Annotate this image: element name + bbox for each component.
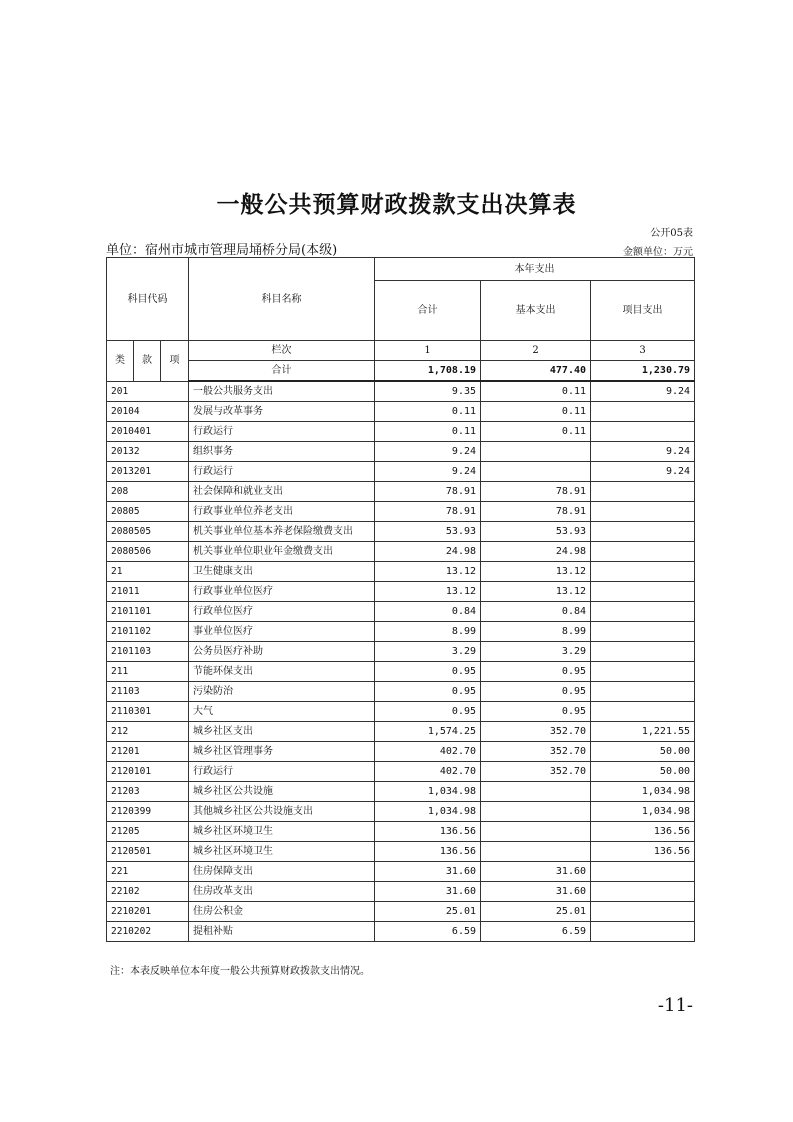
- row-project: [591, 662, 695, 682]
- table-row: [107, 762, 695, 782]
- table-row: [107, 602, 695, 622]
- amount-unit: 金额单位：万元: [623, 247, 693, 258]
- row-code: 21103: [107, 682, 189, 702]
- page-title: 一般公共预算财政拨款支出决算表: [216, 191, 577, 218]
- header-class: 类: [107, 341, 134, 382]
- header-column-no: 栏次: [189, 341, 375, 361]
- row-project: [591, 542, 695, 562]
- row-name: 事业单位医疗: [189, 622, 375, 642]
- row-total: 78.91: [375, 502, 481, 522]
- sum-project: 1,230.79: [591, 361, 695, 382]
- row-basic: [481, 462, 591, 482]
- row-total: 0.95: [375, 702, 481, 722]
- row-name: 行政运行: [189, 762, 375, 782]
- row-code: 208: [107, 482, 189, 502]
- row-code: 221: [107, 862, 189, 882]
- row-code: 21205: [107, 822, 189, 842]
- table-row: [107, 462, 695, 482]
- row-project: 136.56: [591, 842, 695, 862]
- row-project: [591, 602, 695, 622]
- row-basic: 13.12: [481, 562, 591, 582]
- row-basic: 24.98: [481, 542, 591, 562]
- row-total: 9.24: [375, 442, 481, 462]
- table-row: [107, 622, 695, 642]
- row-project: [591, 402, 695, 422]
- row-code: 2120501: [107, 842, 189, 862]
- table-row: [107, 381, 695, 402]
- row-code: 201: [107, 381, 189, 402]
- page-number: -11-: [657, 995, 693, 1016]
- sum-label: 合计: [189, 361, 375, 382]
- row-project: 50.00: [591, 742, 695, 762]
- row-project: [591, 862, 695, 882]
- table-row: [107, 722, 695, 742]
- row-basic: 352.70: [481, 742, 591, 762]
- form-number: 公开05表: [650, 228, 693, 239]
- row-code: 2110301: [107, 702, 189, 722]
- row-basic: 0.11: [481, 422, 591, 442]
- row-total: 78.91: [375, 482, 481, 502]
- table-row: [107, 882, 695, 902]
- row-total: 25.01: [375, 902, 481, 922]
- header-code: 科目代码: [107, 258, 189, 341]
- row-total: 13.12: [375, 562, 481, 582]
- table-row: [107, 822, 695, 842]
- row-project: [591, 642, 695, 662]
- row-project: [591, 902, 695, 922]
- row-project: [591, 422, 695, 442]
- row-code: 21201: [107, 742, 189, 762]
- row-basic: 3.29: [481, 642, 591, 662]
- row-code: 21011: [107, 582, 189, 602]
- row-project: 136.56: [591, 822, 695, 842]
- row-total: 1,034.98: [375, 782, 481, 802]
- row-total: 3.29: [375, 642, 481, 662]
- row-code: 2120399: [107, 802, 189, 822]
- row-total: 53.93: [375, 522, 481, 542]
- sum-basic: 477.40: [481, 361, 591, 382]
- row-name: 行政单位医疗: [189, 602, 375, 622]
- row-project: 1,034.98: [591, 802, 695, 822]
- row-total: 1,574.25: [375, 722, 481, 742]
- row-total: 0.11: [375, 402, 481, 422]
- row-total: 6.59: [375, 922, 481, 942]
- row-name: 行政运行: [189, 462, 375, 482]
- row-code: 20132: [107, 442, 189, 462]
- row-basic: [481, 802, 591, 822]
- sum-total: 1,708.19: [375, 361, 481, 382]
- header-section: 款: [134, 341, 161, 382]
- row-name: 城乡社区管理事务: [189, 742, 375, 762]
- row-basic: [481, 782, 591, 802]
- row-project: [591, 522, 695, 542]
- row-name: 发展与改革事务: [189, 402, 375, 422]
- row-name: 住房改革支出: [189, 882, 375, 902]
- row-basic: 6.59: [481, 922, 591, 942]
- header-basic: 基本支出: [481, 281, 591, 341]
- table-row: [107, 542, 695, 562]
- row-total: 0.11: [375, 422, 481, 442]
- row-basic: [481, 842, 591, 862]
- row-basic: 25.01: [481, 902, 591, 922]
- table-note: 注：本表反映单位本年度一般公共预算财政拨款支出情况。: [110, 966, 370, 977]
- row-total: 31.60: [375, 862, 481, 882]
- row-total: 8.99: [375, 622, 481, 642]
- row-basic: [481, 442, 591, 462]
- row-name: 组织事务: [189, 442, 375, 462]
- row-name: 大气: [189, 702, 375, 722]
- row-basic: 0.11: [481, 402, 591, 422]
- table-row: [107, 522, 695, 542]
- row-total: 9.24: [375, 462, 481, 482]
- row-project: 9.24: [591, 462, 695, 482]
- row-project: [591, 562, 695, 582]
- header-col2: 2: [481, 341, 591, 361]
- row-project: [591, 682, 695, 702]
- row-total: 402.70: [375, 742, 481, 762]
- row-code: 20805: [107, 502, 189, 522]
- row-basic: 78.91: [481, 502, 591, 522]
- table-row: [107, 662, 695, 682]
- row-basic: 0.95: [481, 682, 591, 702]
- table-row: [107, 442, 695, 462]
- row-code: 2120101: [107, 762, 189, 782]
- row-basic: 31.60: [481, 882, 591, 902]
- table-row: [107, 862, 695, 882]
- row-name: 城乡社区环境卫生: [189, 822, 375, 842]
- table-row: [107, 562, 695, 582]
- row-code: 2080505: [107, 522, 189, 542]
- table-row: [107, 682, 695, 702]
- row-code: 2101103: [107, 642, 189, 662]
- row-project: 9.24: [591, 442, 695, 462]
- reporting-unit: 单位：宿州市城市管理局埇桥分局(本级): [106, 243, 338, 258]
- header-total: 合计: [375, 281, 481, 341]
- row-basic: 352.70: [481, 762, 591, 782]
- row-name: 提租补贴: [189, 922, 375, 942]
- header-project: 项目支出: [591, 281, 695, 341]
- row-basic: 8.99: [481, 622, 591, 642]
- table-row: [107, 482, 695, 502]
- row-total: 9.35: [375, 381, 481, 402]
- row-project: 50.00: [591, 762, 695, 782]
- header-year-expense: 本年支出: [375, 258, 695, 281]
- row-code: 2101102: [107, 622, 189, 642]
- table-row: [107, 782, 695, 802]
- row-code: 21: [107, 562, 189, 582]
- row-basic: 0.84: [481, 602, 591, 622]
- row-project: [591, 622, 695, 642]
- row-name: 住房公积金: [189, 902, 375, 922]
- row-name: 住房保障支出: [189, 862, 375, 882]
- row-name: 机关事业单位基本养老保险缴费支出: [189, 522, 375, 542]
- row-total: 136.56: [375, 842, 481, 862]
- table-row: [107, 802, 695, 822]
- row-basic: 78.91: [481, 482, 591, 502]
- row-project: [591, 702, 695, 722]
- table-row: [107, 642, 695, 662]
- header-item: 项: [161, 341, 189, 382]
- row-total: 13.12: [375, 582, 481, 602]
- table-row: [107, 922, 695, 942]
- row-code: 211: [107, 662, 189, 682]
- table-row: [107, 402, 695, 422]
- row-total: 402.70: [375, 762, 481, 782]
- row-name: 节能环保支出: [189, 662, 375, 682]
- row-name: 污染防治: [189, 682, 375, 702]
- row-name: 卫生健康支出: [189, 562, 375, 582]
- row-project: [591, 882, 695, 902]
- header-row-1: [107, 258, 695, 281]
- row-name: 公务员医疗补助: [189, 642, 375, 662]
- row-total: 24.98: [375, 542, 481, 562]
- header-col1: 1: [375, 341, 481, 361]
- row-basic: 0.11: [481, 381, 591, 402]
- row-total: 31.60: [375, 882, 481, 902]
- row-name: 城乡社区公共设施: [189, 782, 375, 802]
- sum-row: [107, 361, 695, 382]
- table-row: [107, 502, 695, 522]
- row-total: 136.56: [375, 822, 481, 842]
- row-project: 9.24: [591, 381, 695, 402]
- table-row: [107, 422, 695, 442]
- row-code: 2101101: [107, 602, 189, 622]
- table-row: [107, 582, 695, 602]
- header-row-3: [107, 341, 695, 361]
- row-code: 21203: [107, 782, 189, 802]
- row-basic: 13.12: [481, 582, 591, 602]
- row-total: 1,034.98: [375, 802, 481, 822]
- row-name: 城乡社区支出: [189, 722, 375, 742]
- row-code: 2080506: [107, 542, 189, 562]
- row-name: 行政事业单位养老支出: [189, 502, 375, 522]
- table-row: [107, 842, 695, 862]
- table-row: [107, 742, 695, 762]
- row-project: [591, 502, 695, 522]
- table-row: [107, 702, 695, 722]
- header-name: 科目名称: [189, 258, 375, 341]
- row-name: 社会保障和就业支出: [189, 482, 375, 502]
- row-code: 2013201: [107, 462, 189, 482]
- expenditure-table: [106, 257, 695, 942]
- row-total: 0.95: [375, 662, 481, 682]
- row-name: 机关事业单位职业年金缴费支出: [189, 542, 375, 562]
- row-basic: 0.95: [481, 702, 591, 722]
- row-project: 1,221.55: [591, 722, 695, 742]
- row-basic: 53.93: [481, 522, 591, 542]
- row-name: 一般公共服务支出: [189, 381, 375, 402]
- row-code: 22102: [107, 882, 189, 902]
- row-basic: 0.95: [481, 662, 591, 682]
- row-project: 1,034.98: [591, 782, 695, 802]
- row-code: 212: [107, 722, 189, 742]
- header-col3: 3: [591, 341, 695, 361]
- row-basic: [481, 822, 591, 842]
- row-code: 2010401: [107, 422, 189, 442]
- row-name: 行政运行: [189, 422, 375, 442]
- row-project: [591, 922, 695, 942]
- row-total: 0.95: [375, 682, 481, 702]
- row-code: 2210201: [107, 902, 189, 922]
- row-project: [591, 482, 695, 502]
- row-basic: 31.60: [481, 862, 591, 882]
- row-name: 其他城乡社区公共设施支出: [189, 802, 375, 822]
- row-project: [591, 582, 695, 602]
- row-name: 城乡社区环境卫生: [189, 842, 375, 862]
- row-code: 2210202: [107, 922, 189, 942]
- row-code: 20104: [107, 402, 189, 422]
- table-row: [107, 902, 695, 922]
- row-total: 0.84: [375, 602, 481, 622]
- row-name: 行政事业单位医疗: [189, 582, 375, 602]
- row-basic: 352.70: [481, 722, 591, 742]
